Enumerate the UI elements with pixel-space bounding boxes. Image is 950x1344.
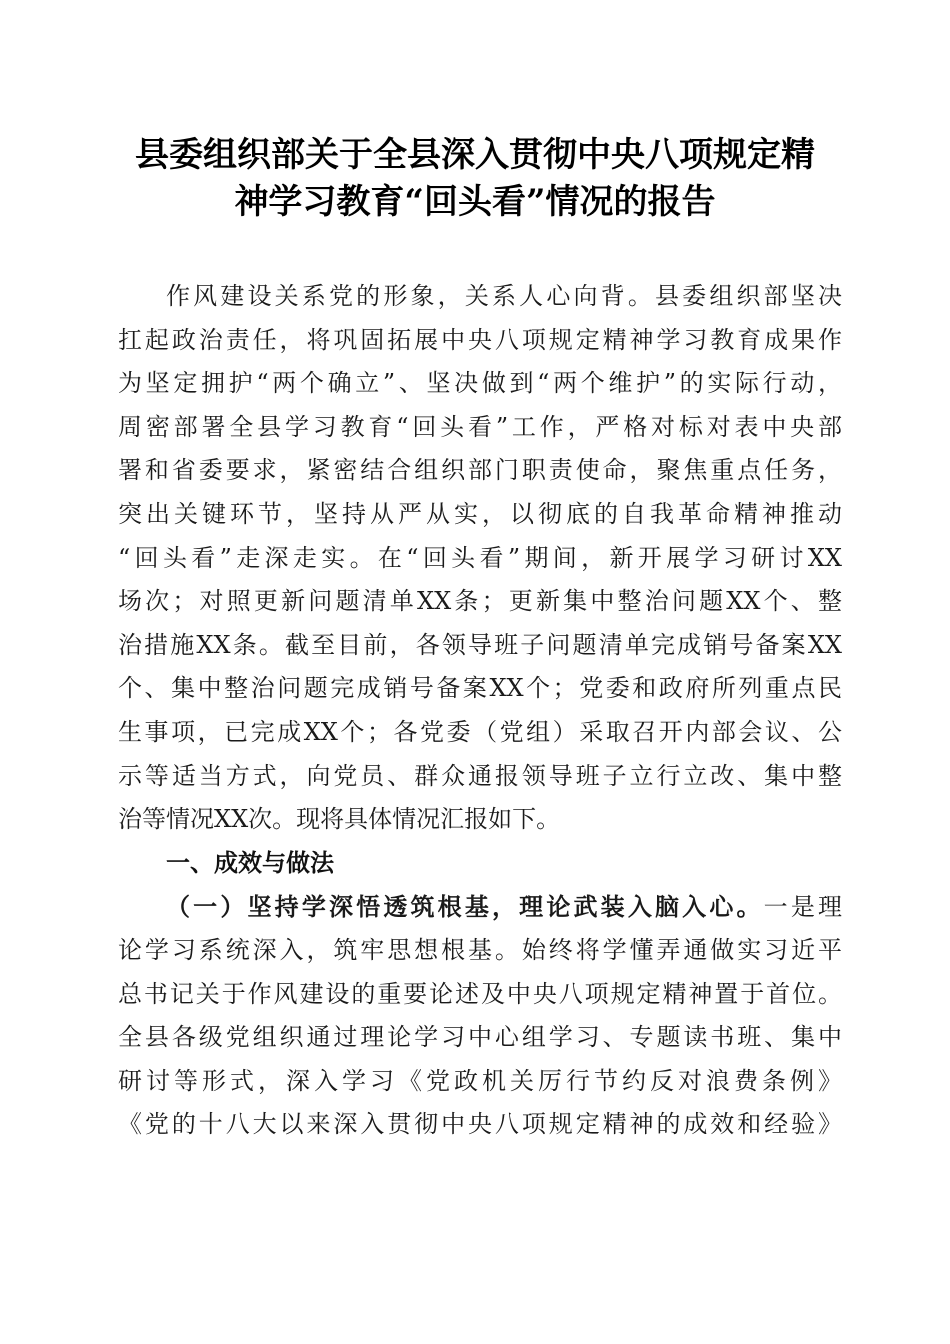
intro-line: 为坚定拥护“两个确立”、坚决做到“两个维护”的实际行动， [118, 369, 842, 398]
document-body [118, 275, 842, 1147]
title-line-1: 县委组织部关于全县深入贯彻中央八项规定精 [135, 135, 815, 175]
intro-line: “回头看”走深走实。在“回头看”期间，新开展学习研讨XX [118, 543, 842, 572]
intro-line: 场次；对照更新问题清单XX条；更新集中整治问题XX个、整 [118, 587, 842, 616]
intro-line: 周密部署全县学习教育“回头看”工作，严格对标对表中央部 [118, 412, 842, 441]
subsection-line: 研讨等形式，深入学习《党政机关厉行节约反对浪费条例》 [118, 1066, 842, 1095]
subsection-first-line-rest: 一是理 [763, 893, 843, 922]
subsection-line: 论学习系统深入，筑牢思想根基。始终将学懂弄通做实习近平 [118, 935, 842, 964]
subsection-line: 总书记关于作风建设的重要论述及中央八项规定精神置于首位。 [118, 979, 842, 1008]
intro-line: 突出关键环节，坚持从严从实，以彻底的自我革命精神推动 [118, 499, 842, 528]
intro-line: 作风建设关系党的形象，关系人心向背。县委组织部坚决 [166, 282, 842, 310]
intro-line: 治措施XX条。截至目前，各领导班子问题清单完成销号备案XX [118, 630, 842, 659]
intro-line: 示等适当方式，向党员、群众通报领导班子立行立改、集中整 [118, 761, 842, 790]
intro-line: 个、集中整治问题完成销号备案XX个；党委和政府所列重点民 [118, 674, 842, 703]
intro-line: 生事项，已完成XX个；各党委（党组）采取召开内部会议、公 [118, 717, 842, 746]
intro-line: 署和省委要求，紧密结合组织部门职责使命，聚焦重点任务， [118, 456, 842, 485]
subsection-line: 全县各级党组织通过理论学习中心组学习、专题读书班、集中 [118, 1023, 842, 1052]
intro-line: 扛起政治责任，将巩固拓展中央八项规定精神学习教育成果作 [118, 325, 842, 354]
subsection-line: 《党的十八大以来深入贯彻中央八项规定精神的成效和经验》 [118, 1110, 842, 1139]
subsection-heading: （一）坚持学深悟透筑根基，理论武装入脑入心。 [166, 892, 764, 922]
subsection-first-line [118, 885, 842, 929]
intro-line: 治等情况XX次。现将具体情况汇报如下。 [118, 805, 561, 834]
section-heading: 一、成效与做法 [166, 848, 334, 877]
title-line-2: 神学习教育“回头看”情况的报告 [234, 182, 716, 222]
document-title [100, 132, 850, 226]
